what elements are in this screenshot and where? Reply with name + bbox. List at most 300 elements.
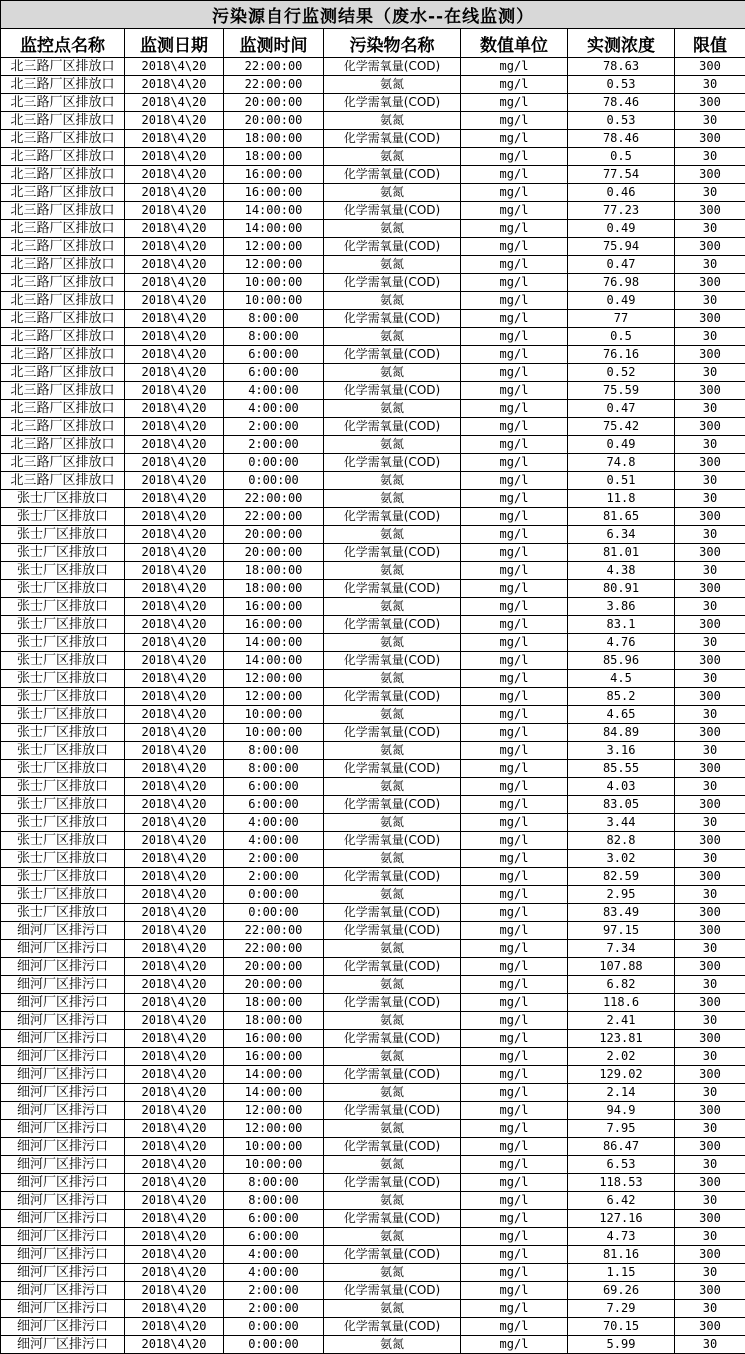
date-cell: 2018\4\20: [125, 436, 224, 454]
date-cell: 2018\4\20: [125, 652, 224, 670]
concentration-cell: 0.53: [568, 112, 675, 130]
concentration-cell: 81.65: [568, 508, 675, 526]
pollutant-cell: 化学需氧量(COD): [324, 382, 461, 400]
site-cell: 北三路厂区排放口: [1, 400, 125, 418]
unit-cell: mg/l: [461, 724, 568, 742]
site-cell: 张士厂区排放口: [1, 796, 125, 814]
site-cell: 北三路厂区排放口: [1, 292, 125, 310]
time-cell: 8:00:00: [224, 328, 324, 346]
concentration-cell: 94.9: [568, 1102, 675, 1120]
unit-cell: mg/l: [461, 202, 568, 220]
limit-cell: 30: [675, 148, 745, 166]
table-row: [1, 490, 745, 508]
site-cell: 张士厂区排放口: [1, 904, 125, 922]
date-cell: 2018\4\20: [125, 976, 224, 994]
date-cell: 2018\4\20: [125, 472, 224, 490]
pollutant-cell: 氨氮: [324, 1336, 461, 1354]
concentration-cell: 3.44: [568, 814, 675, 832]
time-cell: 18:00:00: [224, 148, 324, 166]
site-cell: 细河厂区排污口: [1, 958, 125, 976]
site-cell: 北三路厂区排放口: [1, 184, 125, 202]
unit-cell: mg/l: [461, 94, 568, 112]
date-cell: 2018\4\20: [125, 1264, 224, 1282]
limit-cell: 30: [675, 526, 745, 544]
unit-cell: mg/l: [461, 1102, 568, 1120]
date-cell: 2018\4\20: [125, 1156, 224, 1174]
unit-cell: mg/l: [461, 328, 568, 346]
unit-cell: mg/l: [461, 1246, 568, 1264]
pollutant-cell: 化学需氧量(COD): [324, 1246, 461, 1264]
pollutant-cell: 化学需氧量(COD): [324, 1174, 461, 1192]
limit-cell: 300: [675, 760, 745, 778]
date-cell: 2018\4\20: [125, 328, 224, 346]
time-cell: 18:00:00: [224, 1012, 324, 1030]
date-cell: 2018\4\20: [125, 202, 224, 220]
table-row: [1, 418, 745, 436]
pollutant-cell: 化学需氧量(COD): [324, 94, 461, 112]
time-cell: 22:00:00: [224, 922, 324, 940]
header-concentration: 实测浓度: [568, 29, 675, 58]
concentration-cell: 78.46: [568, 94, 675, 112]
limit-cell: 30: [675, 364, 745, 382]
limit-cell: 30: [675, 292, 745, 310]
concentration-cell: 81.16: [568, 1246, 675, 1264]
concentration-cell: 127.16: [568, 1210, 675, 1228]
header-unit: 数值单位: [461, 29, 568, 58]
table-row: [1, 832, 745, 850]
site-cell: 张士厂区排放口: [1, 490, 125, 508]
site-cell: 北三路厂区排放口: [1, 220, 125, 238]
unit-cell: mg/l: [461, 130, 568, 148]
limit-cell: 300: [675, 274, 745, 292]
pollutant-cell: 化学需氧量(COD): [324, 454, 461, 472]
time-cell: 12:00:00: [224, 688, 324, 706]
time-cell: 20:00:00: [224, 526, 324, 544]
unit-cell: mg/l: [461, 1012, 568, 1030]
unit-cell: mg/l: [461, 652, 568, 670]
date-cell: 2018\4\20: [125, 184, 224, 202]
concentration-cell: 0.53: [568, 76, 675, 94]
time-cell: 0:00:00: [224, 1318, 324, 1336]
site-cell: 细河厂区排污口: [1, 976, 125, 994]
site-cell: 细河厂区排污口: [1, 1210, 125, 1228]
limit-cell: 30: [675, 1192, 745, 1210]
site-cell: 张士厂区排放口: [1, 706, 125, 724]
table-row: [1, 958, 745, 976]
unit-cell: mg/l: [461, 238, 568, 256]
pollutant-cell: 氨氮: [324, 400, 461, 418]
time-cell: 16:00:00: [224, 598, 324, 616]
unit-cell: mg/l: [461, 436, 568, 454]
limit-cell: 30: [675, 850, 745, 868]
limit-cell: 300: [675, 1210, 745, 1228]
pollutant-cell: 化学需氧量(COD): [324, 508, 461, 526]
pollutant-cell: 氨氮: [324, 292, 461, 310]
concentration-cell: 85.2: [568, 688, 675, 706]
time-cell: 22:00:00: [224, 508, 324, 526]
limit-cell: 300: [675, 688, 745, 706]
pollutant-cell: 氨氮: [324, 526, 461, 544]
pollutant-cell: 化学需氧量(COD): [324, 1318, 461, 1336]
pollutant-cell: 化学需氧量(COD): [324, 958, 461, 976]
concentration-cell: 4.03: [568, 778, 675, 796]
time-cell: 16:00:00: [224, 616, 324, 634]
site-cell: 细河厂区排污口: [1, 1030, 125, 1048]
time-cell: 12:00:00: [224, 1102, 324, 1120]
date-cell: 2018\4\20: [125, 1336, 224, 1354]
limit-cell: 300: [675, 1174, 745, 1192]
limit-cell: 30: [675, 976, 745, 994]
pollutant-cell: 氨氮: [324, 1264, 461, 1282]
time-cell: 6:00:00: [224, 778, 324, 796]
unit-cell: mg/l: [461, 760, 568, 778]
time-cell: 8:00:00: [224, 742, 324, 760]
limit-cell: 30: [675, 328, 745, 346]
date-cell: 2018\4\20: [125, 490, 224, 508]
table-row: [1, 1066, 745, 1084]
limit-cell: 30: [675, 256, 745, 274]
table-row: [1, 994, 745, 1012]
table-row: [1, 1048, 745, 1066]
time-cell: 18:00:00: [224, 580, 324, 598]
date-cell: 2018\4\20: [125, 868, 224, 886]
pollutant-cell: 氨氮: [324, 706, 461, 724]
date-cell: 2018\4\20: [125, 382, 224, 400]
site-cell: 细河厂区排污口: [1, 1300, 125, 1318]
site-cell: 北三路厂区排放口: [1, 58, 125, 76]
concentration-cell: 7.34: [568, 940, 675, 958]
table-row: [1, 850, 745, 868]
date-cell: 2018\4\20: [125, 400, 224, 418]
date-cell: 2018\4\20: [125, 544, 224, 562]
table-row: [1, 1228, 745, 1246]
time-cell: 10:00:00: [224, 706, 324, 724]
pollutant-cell: 化学需氧量(COD): [324, 166, 461, 184]
date-cell: 2018\4\20: [125, 112, 224, 130]
unit-cell: mg/l: [461, 220, 568, 238]
limit-cell: 300: [675, 508, 745, 526]
time-cell: 12:00:00: [224, 670, 324, 688]
concentration-cell: 6.53: [568, 1156, 675, 1174]
time-cell: 14:00:00: [224, 202, 324, 220]
site-cell: 细河厂区排污口: [1, 1282, 125, 1300]
date-cell: 2018\4\20: [125, 670, 224, 688]
concentration-cell: 74.8: [568, 454, 675, 472]
date-cell: 2018\4\20: [125, 1138, 224, 1156]
concentration-cell: 81.01: [568, 544, 675, 562]
concentration-cell: 2.95: [568, 886, 675, 904]
date-cell: 2018\4\20: [125, 130, 224, 148]
unit-cell: mg/l: [461, 994, 568, 1012]
pollutant-cell: 氨氮: [324, 148, 461, 166]
table-row: [1, 1246, 745, 1264]
concentration-cell: 83.1: [568, 616, 675, 634]
limit-cell: 30: [675, 220, 745, 238]
time-cell: 2:00:00: [224, 868, 324, 886]
site-cell: 张士厂区排放口: [1, 742, 125, 760]
site-cell: 细河厂区排污口: [1, 922, 125, 940]
time-cell: 18:00:00: [224, 130, 324, 148]
date-cell: 2018\4\20: [125, 1192, 224, 1210]
table-row: [1, 346, 745, 364]
unit-cell: mg/l: [461, 1066, 568, 1084]
limit-cell: 30: [675, 778, 745, 796]
table-row: [1, 814, 745, 832]
table-row: [1, 58, 745, 76]
unit-cell: mg/l: [461, 742, 568, 760]
date-cell: 2018\4\20: [125, 886, 224, 904]
time-cell: 20:00:00: [224, 976, 324, 994]
date-cell: 2018\4\20: [125, 1228, 224, 1246]
date-cell: 2018\4\20: [125, 238, 224, 256]
table-row: [1, 1300, 745, 1318]
unit-cell: mg/l: [461, 562, 568, 580]
unit-cell: mg/l: [461, 868, 568, 886]
table-row: [1, 1210, 745, 1228]
limit-cell: 300: [675, 1030, 745, 1048]
pollutant-cell: 化学需氧量(COD): [324, 688, 461, 706]
table-row: [1, 976, 745, 994]
unit-cell: mg/l: [461, 1318, 568, 1336]
site-cell: 张士厂区排放口: [1, 868, 125, 886]
table-row: [1, 184, 745, 202]
concentration-cell: 4.5: [568, 670, 675, 688]
table-row: [1, 76, 745, 94]
date-cell: 2018\4\20: [125, 220, 224, 238]
unit-cell: mg/l: [461, 112, 568, 130]
limit-cell: 30: [675, 670, 745, 688]
limit-cell: 30: [675, 1156, 745, 1174]
limit-cell: 30: [675, 634, 745, 652]
site-cell: 张士厂区排放口: [1, 832, 125, 850]
time-cell: 14:00:00: [224, 220, 324, 238]
date-cell: 2018\4\20: [125, 562, 224, 580]
pollutant-cell: 氨氮: [324, 1156, 461, 1174]
unit-cell: mg/l: [461, 670, 568, 688]
limit-cell: 30: [675, 814, 745, 832]
site-cell: 北三路厂区排放口: [1, 202, 125, 220]
pollutant-cell: 氨氮: [324, 328, 461, 346]
unit-cell: mg/l: [461, 274, 568, 292]
date-cell: 2018\4\20: [125, 994, 224, 1012]
pollutant-cell: 化学需氧量(COD): [324, 832, 461, 850]
limit-cell: 300: [675, 868, 745, 886]
limit-cell: 30: [675, 742, 745, 760]
time-cell: 14:00:00: [224, 652, 324, 670]
date-cell: 2018\4\20: [125, 742, 224, 760]
unit-cell: mg/l: [461, 580, 568, 598]
date-cell: 2018\4\20: [125, 832, 224, 850]
site-cell: 北三路厂区排放口: [1, 76, 125, 94]
site-cell: 细河厂区排污口: [1, 1066, 125, 1084]
concentration-cell: 3.86: [568, 598, 675, 616]
concentration-cell: 86.47: [568, 1138, 675, 1156]
site-cell: 细河厂区排污口: [1, 1102, 125, 1120]
date-cell: 2018\4\20: [125, 1102, 224, 1120]
limit-cell: 30: [675, 1300, 745, 1318]
time-cell: 22:00:00: [224, 76, 324, 94]
site-cell: 细河厂区排污口: [1, 1174, 125, 1192]
table-row: [1, 292, 745, 310]
date-cell: 2018\4\20: [125, 706, 224, 724]
unit-cell: mg/l: [461, 1156, 568, 1174]
site-cell: 北三路厂区排放口: [1, 256, 125, 274]
concentration-cell: 80.91: [568, 580, 675, 598]
pollutant-cell: 氨氮: [324, 634, 461, 652]
time-cell: 2:00:00: [224, 1300, 324, 1318]
concentration-cell: 7.29: [568, 1300, 675, 1318]
table-row: [1, 238, 745, 256]
limit-cell: 300: [675, 796, 745, 814]
time-cell: 18:00:00: [224, 562, 324, 580]
date-cell: 2018\4\20: [125, 598, 224, 616]
site-cell: 细河厂区排污口: [1, 1156, 125, 1174]
time-cell: 4:00:00: [224, 814, 324, 832]
pollutant-cell: 氨氮: [324, 256, 461, 274]
unit-cell: mg/l: [461, 832, 568, 850]
unit-cell: mg/l: [461, 1336, 568, 1354]
limit-cell: 30: [675, 1264, 745, 1282]
time-cell: 2:00:00: [224, 1282, 324, 1300]
time-cell: 0:00:00: [224, 454, 324, 472]
concentration-cell: 118.53: [568, 1174, 675, 1192]
table-row: [1, 670, 745, 688]
date-cell: 2018\4\20: [125, 94, 224, 112]
pollutant-cell: 氨氮: [324, 1084, 461, 1102]
time-cell: 14:00:00: [224, 634, 324, 652]
pollutant-cell: 化学需氧量(COD): [324, 544, 461, 562]
limit-cell: 300: [675, 616, 745, 634]
unit-cell: mg/l: [461, 58, 568, 76]
limit-cell: 300: [675, 1066, 745, 1084]
limit-cell: 300: [675, 1246, 745, 1264]
table-row: [1, 868, 745, 886]
limit-cell: 30: [675, 598, 745, 616]
table-row: [1, 652, 745, 670]
pollutant-cell: 氨氮: [324, 184, 461, 202]
limit-cell: 30: [675, 1084, 745, 1102]
site-cell: 细河厂区排污口: [1, 1246, 125, 1264]
pollutant-cell: 化学需氧量(COD): [324, 724, 461, 742]
unit-cell: mg/l: [461, 1048, 568, 1066]
time-cell: 20:00:00: [224, 112, 324, 130]
table-row: [1, 202, 745, 220]
pollutant-cell: 氨氮: [324, 220, 461, 238]
table-row: [1, 1156, 745, 1174]
site-cell: 北三路厂区排放口: [1, 364, 125, 382]
pollutant-cell: 化学需氧量(COD): [324, 274, 461, 292]
site-cell: 北三路厂区排放口: [1, 310, 125, 328]
time-cell: 10:00:00: [224, 274, 324, 292]
unit-cell: mg/l: [461, 418, 568, 436]
date-cell: 2018\4\20: [125, 616, 224, 634]
pollutant-cell: 氨氮: [324, 1192, 461, 1210]
pollutant-cell: 氨氮: [324, 76, 461, 94]
unit-cell: mg/l: [461, 796, 568, 814]
date-cell: 2018\4\20: [125, 940, 224, 958]
limit-cell: 300: [675, 1282, 745, 1300]
date-cell: 2018\4\20: [125, 1210, 224, 1228]
report-title: 污染源自行监测结果（废水--在线监测）: [1, 1, 745, 29]
date-cell: 2018\4\20: [125, 778, 224, 796]
time-cell: 14:00:00: [224, 1084, 324, 1102]
limit-cell: 300: [675, 922, 745, 940]
limit-cell: 300: [675, 1318, 745, 1336]
site-cell: 细河厂区排污口: [1, 1264, 125, 1282]
site-cell: 张士厂区排放口: [1, 634, 125, 652]
site-cell: 张士厂区排放口: [1, 886, 125, 904]
table-row: [1, 724, 745, 742]
limit-cell: 300: [675, 724, 745, 742]
date-cell: 2018\4\20: [125, 958, 224, 976]
table-row: [1, 544, 745, 562]
concentration-cell: 69.26: [568, 1282, 675, 1300]
time-cell: 12:00:00: [224, 256, 324, 274]
limit-cell: 300: [675, 904, 745, 922]
limit-cell: 300: [675, 94, 745, 112]
pollutant-cell: 化学需氧量(COD): [324, 130, 461, 148]
unit-cell: mg/l: [461, 184, 568, 202]
table-row: [1, 688, 745, 706]
unit-cell: mg/l: [461, 292, 568, 310]
table-row: [1, 1030, 745, 1048]
concentration-cell: 2.02: [568, 1048, 675, 1066]
concentration-cell: 78.63: [568, 58, 675, 76]
pollutant-cell: 氨氮: [324, 472, 461, 490]
unit-cell: mg/l: [461, 400, 568, 418]
concentration-cell: 85.55: [568, 760, 675, 778]
site-cell: 细河厂区排污口: [1, 1228, 125, 1246]
date-cell: 2018\4\20: [125, 418, 224, 436]
limit-cell: 300: [675, 58, 745, 76]
time-cell: 22:00:00: [224, 58, 324, 76]
limit-cell: 30: [675, 1336, 745, 1354]
site-cell: 北三路厂区排放口: [1, 130, 125, 148]
limit-cell: 30: [675, 706, 745, 724]
unit-cell: mg/l: [461, 1120, 568, 1138]
unit-cell: mg/l: [461, 346, 568, 364]
unit-cell: mg/l: [461, 706, 568, 724]
time-cell: 6:00:00: [224, 346, 324, 364]
unit-cell: mg/l: [461, 688, 568, 706]
unit-cell: mg/l: [461, 76, 568, 94]
limit-cell: 300: [675, 580, 745, 598]
site-cell: 北三路厂区排放口: [1, 112, 125, 130]
date-cell: 2018\4\20: [125, 1282, 224, 1300]
table-row: [1, 148, 745, 166]
table-row: [1, 1282, 745, 1300]
time-cell: 16:00:00: [224, 166, 324, 184]
time-cell: 10:00:00: [224, 1138, 324, 1156]
table-row: [1, 1138, 745, 1156]
date-cell: 2018\4\20: [125, 796, 224, 814]
pollutant-cell: 氨氮: [324, 940, 461, 958]
time-cell: 22:00:00: [224, 940, 324, 958]
site-cell: 张士厂区排放口: [1, 526, 125, 544]
pollutant-cell: 化学需氧量(COD): [324, 796, 461, 814]
date-cell: 2018\4\20: [125, 148, 224, 166]
concentration-cell: 97.15: [568, 922, 675, 940]
unit-cell: mg/l: [461, 886, 568, 904]
unit-cell: mg/l: [461, 508, 568, 526]
limit-cell: 30: [675, 112, 745, 130]
time-cell: 22:00:00: [224, 490, 324, 508]
table-row: [1, 1102, 745, 1120]
site-cell: 北三路厂区排放口: [1, 382, 125, 400]
unit-cell: mg/l: [461, 490, 568, 508]
time-cell: 0:00:00: [224, 904, 324, 922]
date-cell: 2018\4\20: [125, 850, 224, 868]
